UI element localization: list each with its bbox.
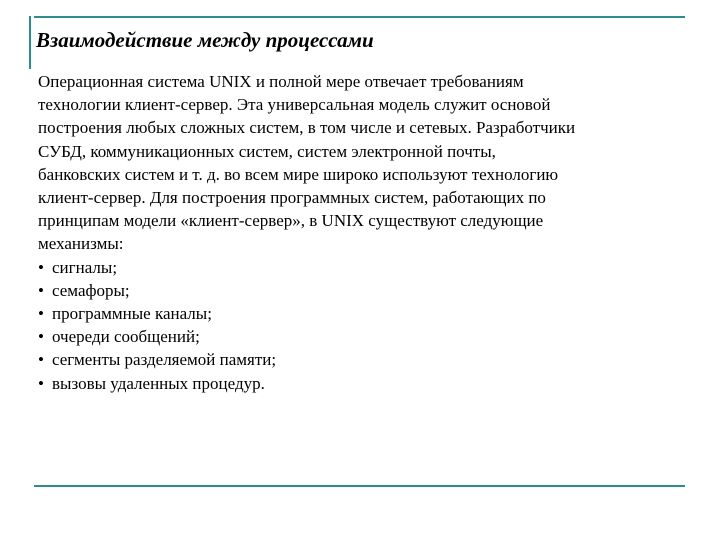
bullet-icon: •	[38, 280, 44, 300]
list-item	[38, 256, 688, 279]
paragraph-line: клиент-сервер. Для построения программных систем, работающих по	[38, 188, 546, 208]
list-item-text: сегменты разделяемой памяти;	[52, 350, 277, 370]
paragraph-line: СУБД, коммуникационных систем, систем электронной почты,	[38, 141, 496, 161]
bullet-icon: •	[38, 327, 44, 347]
bullet-icon: •	[38, 257, 44, 277]
list-item	[38, 279, 688, 302]
bullet-icon: •	[38, 350, 44, 370]
list-item-text: очереди сообщений;	[52, 327, 200, 347]
body-paragraph	[38, 70, 688, 256]
paragraph-line: принципам модели «клиент-сервер», в UNIX существуют следующие	[38, 211, 544, 231]
top-accent-line	[34, 16, 685, 18]
paragraph-line: Операционная система UNIX и полной мере отвечает требованиям	[38, 72, 524, 91]
slide-title: Взаимодействие между процессами	[36, 28, 374, 52]
paragraph-line: механизмы:	[38, 234, 124, 254]
paragraph-line: технологии клиент-сервер. Эта универсальная модель служит основой	[38, 95, 551, 115]
slide-body	[38, 70, 688, 395]
list-item-text: семафоры;	[52, 280, 130, 300]
paragraph-line: банковских систем и т. д. во всем мире широко используют технологию	[38, 164, 559, 184]
list-item	[38, 348, 688, 371]
bottom-accent-line	[34, 485, 685, 487]
list-item	[38, 372, 688, 395]
bullet-icon: •	[38, 373, 44, 393]
left-accent-line	[29, 16, 31, 69]
list-item-text: программные каналы;	[52, 304, 212, 324]
list-item	[38, 302, 688, 325]
mechanisms-list	[38, 256, 688, 395]
paragraph-line: построения любых сложных систем, в том числе и сетевых. Разработчики	[38, 118, 576, 138]
bullet-icon: •	[38, 304, 44, 324]
list-item-text: сигналы;	[52, 257, 118, 277]
list-item-text: вызовы удаленных процедур.	[52, 373, 265, 393]
list-item	[38, 325, 688, 348]
